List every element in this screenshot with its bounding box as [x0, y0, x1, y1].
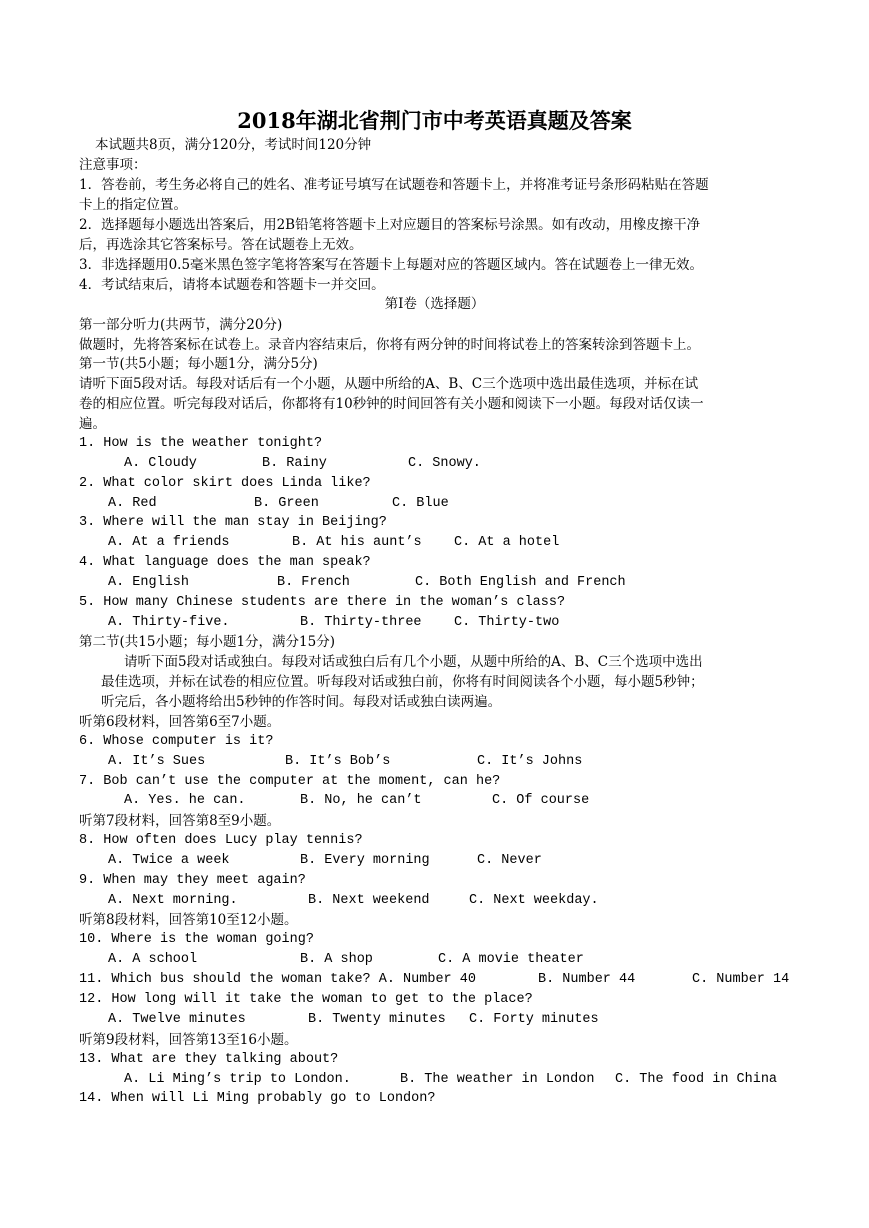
question-9: 9. When may they meet again?: [79, 873, 306, 888]
exam-info: 本试题共8页，满分120分，考试时间120分钟: [95, 137, 372, 153]
question-13: 13. What are they talking about?: [79, 1052, 339, 1067]
q5-option-c: C. Thirty-two: [454, 615, 560, 630]
q1-option-a: A. Cloudy: [124, 456, 197, 471]
notice-heading: 注意事项：: [79, 157, 147, 173]
question-12: 12. How long will it take the woman to get to the place?: [79, 992, 533, 1007]
q8-option-a: A. Twice a week: [108, 853, 230, 868]
q7-option-b: B. No, he can’t: [300, 793, 422, 808]
q13-option-a: A. Li Ming’s trip to London.: [124, 1072, 351, 1087]
section2-desc-c: 听完后，各小题将给出5秒钟的作答时间。每段对话或独白读两遍。: [101, 694, 502, 710]
question-8: 8. How often does Lucy play tennis?: [79, 833, 363, 848]
notice-1a: 1．答卷前，考生务必将自己的姓名、准考证号填写在试题卷和答题卡上，并将准考证号条形码粘贴在答题: [79, 177, 709, 193]
question-1: 1. How is the weather tonight?: [79, 436, 323, 451]
q9-option-a: A. Next morning.: [108, 893, 238, 908]
part1-heading: 第一部分听力(共两节，满分20分): [79, 317, 283, 333]
question-7: 7. Bob can’t use the computer at the moment, can he?: [79, 774, 501, 789]
q13-option-b: B. The weather in London: [400, 1072, 595, 1087]
section2-desc-a: 请听下面5段对话或独白。每段对话或独白后有几个小题，从题中所给的A、B、C三个选项中选出: [124, 654, 703, 670]
question-3: 3. Where will the man stay in Beijing?: [79, 515, 387, 530]
question-14: 14. When will Li Ming probably go to London?: [79, 1091, 436, 1106]
q8-option-c: C. Never: [477, 853, 542, 868]
q7-option-a: A. Yes. he can.: [124, 793, 246, 808]
q3-option-c: C. At a hotel: [454, 535, 560, 550]
material-7-heading: 听第7段材料，回答第8至9小题。: [79, 813, 281, 829]
q10-option-c: C. A movie theater: [438, 952, 584, 967]
volume-heading: 第Ⅰ卷（选择题）: [384, 296, 485, 312]
q2-option-c: C. Blue: [392, 496, 449, 511]
notice-1b: 卡上的指定位置。: [79, 197, 187, 213]
q2-option-b: B. Green: [254, 496, 319, 511]
q12-option-b: B. Twenty minutes: [308, 1012, 446, 1027]
q9-option-b: B. Next weekend: [308, 893, 430, 908]
q4-option-b: B. French: [277, 575, 350, 590]
q3-option-a: A. At a friends: [108, 535, 230, 550]
q2-option-a: A. Red: [108, 496, 157, 511]
q10-option-a: A. A school: [108, 952, 198, 967]
q12-option-c: C. Forty minutes: [469, 1012, 599, 1027]
question-11: 11. Which bus should the woman take? A. Number 40: [79, 972, 476, 987]
section1-desc-c: 遍。: [79, 416, 106, 432]
question-2: 2. What color skirt does Linda like?: [79, 476, 371, 491]
page-title: 2018年湖北省荆门市中考英语真题及答案: [237, 108, 632, 133]
q4-option-a: A. English: [108, 575, 190, 590]
q12-option-a: A. Twelve minutes: [108, 1012, 246, 1027]
question-10: 10. Where is the woman going?: [79, 932, 314, 947]
section2-heading: 第二节(共15小题；每小题1分，满分15分): [79, 634, 335, 650]
question-4: 4. What language does the man speak?: [79, 555, 371, 570]
notice-3: 3．非选择题用0.5毫米黑色签字笔将答案写在答题卡上每题对应的答题区域内。答在试题卷上一律无效。: [79, 257, 704, 273]
section1-heading: 第一节(共5小题；每小题1分，满分5分): [79, 356, 318, 372]
q5-option-a: A. Thirty-five.: [108, 615, 230, 630]
q7-option-c: C. Of course: [492, 793, 590, 808]
section1-desc-a: 请听下面5段对话。每段对话后有一个小题，从题中所给的A、B、C三个选项中选出最佳选项，并标在试: [79, 376, 699, 392]
section1-desc-b: 卷的相应位置。听完每段对话后，你都将有10秒钟的时间回答有关小题和阅读下一小题。每段对话仅读一: [79, 396, 704, 412]
q1-option-b: B. Rainy: [262, 456, 327, 471]
q1-option-c: C. Snowy.: [408, 456, 481, 471]
q13-option-c: C. The food in China: [615, 1072, 778, 1087]
q6-option-a: A. It’s Sues: [108, 754, 206, 769]
question-5: 5. How many Chinese students are there in the woman’s class?: [79, 595, 566, 610]
q9-option-c: C. Next weekday.: [469, 893, 599, 908]
notice-4: 4．考试结束后，请将本试题卷和答题卡一并交回。: [79, 277, 385, 293]
q6-option-c: C. It’s Johns: [477, 754, 583, 769]
question-6: 6. Whose computer is it?: [79, 734, 274, 749]
q3-option-b: B. At his aunt’s: [292, 535, 422, 550]
q10-option-b: B. A shop: [300, 952, 373, 967]
material-9-heading: 听第9段材料，回答第13至16小题。: [79, 1032, 298, 1048]
q8-option-b: B. Every morning: [300, 853, 430, 868]
q4-option-c: C. Both English and French: [415, 575, 626, 590]
q11-option-c: C. Number 14: [692, 972, 790, 987]
q5-option-b: B. Thirty-three: [300, 615, 422, 630]
notice-2b: 后，再选涂其它答案标号。答在试题卷上无效。: [79, 237, 363, 253]
section2-desc-b: 最佳选项，并标在试卷的相应位置。听每段对话或独白前，你将有时间阅读各个小题，每小题5秒钟；: [101, 674, 704, 690]
part1-desc: 做题时，先将答案标在试卷上。录音内容结束后，你将有两分钟的时间将试卷上的答案转涂到答题卡上。: [79, 337, 700, 353]
q11-option-b: B. Number 44: [538, 972, 636, 987]
notice-2a: 2．选择题每小题选出答案后，用2B铅笔将答题卡上对应题目的答案标号涂黑。如有改动，用橡皮擦干净: [79, 217, 701, 233]
material-8-heading: 听第8段材料，回答第10至12小题。: [79, 912, 298, 928]
material-6-heading: 听第6段材料，回答第6至7小题。: [79, 714, 281, 730]
q6-option-b: B. It’s Bob’s: [285, 754, 391, 769]
